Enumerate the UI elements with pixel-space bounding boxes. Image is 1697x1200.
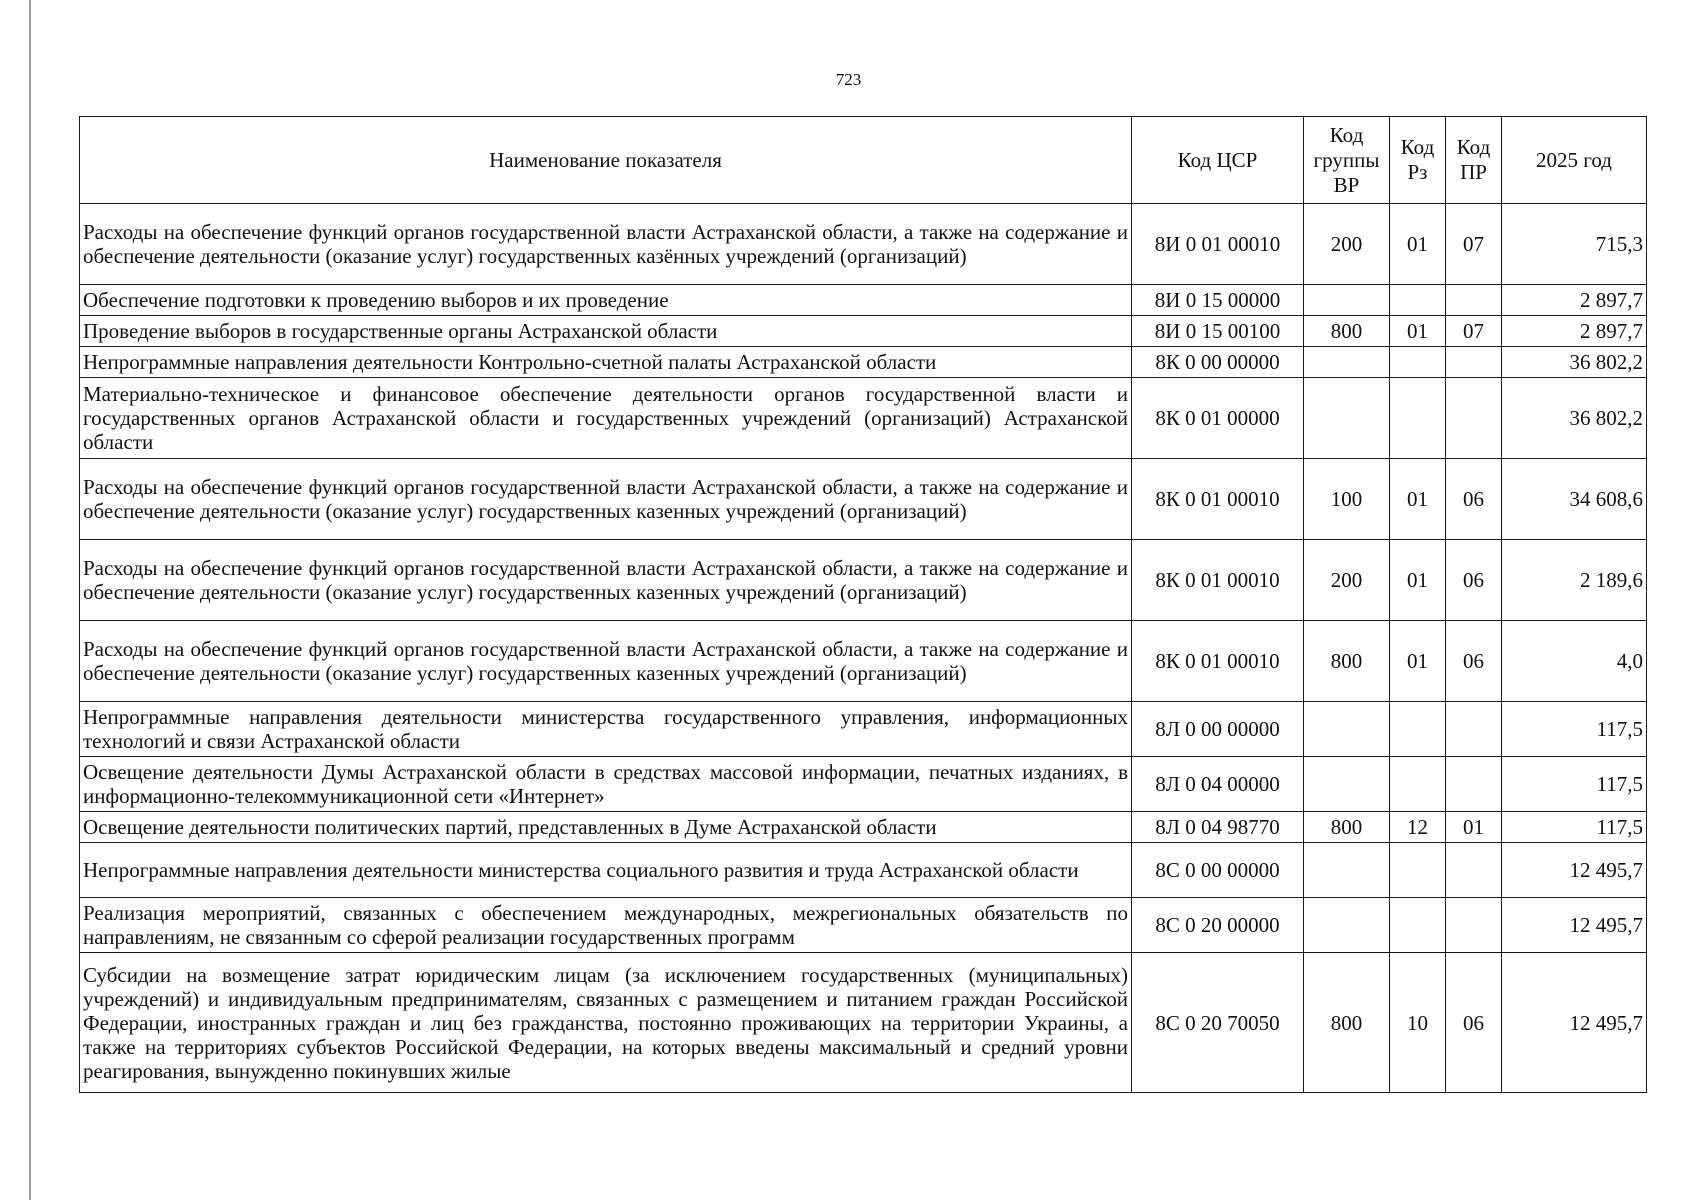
header-vr: Код группы ВР: [1304, 117, 1390, 204]
row-pr: [1446, 898, 1502, 953]
row-amount: 117,5: [1502, 757, 1647, 812]
row-vr: [1304, 378, 1390, 459]
row-csr: 8Л 0 04 98770: [1132, 812, 1304, 843]
row-pr: 06: [1446, 540, 1502, 621]
row-vr: 800: [1304, 621, 1390, 702]
row-rz: [1390, 347, 1446, 378]
row-name: Реализация мероприятий, связанных с обеспечением международных, межрегиональных обязательств по направлениям, не связанным со сферой реализации государственных программ: [80, 898, 1132, 953]
row-csr: 8К 0 01 00010: [1132, 621, 1304, 702]
row-pr: [1446, 285, 1502, 316]
row-amount: 117,5: [1502, 812, 1647, 843]
table-header-row: [80, 117, 1647, 204]
table-row: [80, 898, 1647, 953]
row-csr: 8С 0 00 00000: [1132, 843, 1304, 898]
table-row: [80, 459, 1647, 540]
row-amount: 12 495,7: [1502, 953, 1647, 1093]
row-pr: [1446, 702, 1502, 757]
row-pr: [1446, 347, 1502, 378]
row-csr: 8К 0 00 00000: [1132, 347, 1304, 378]
row-name: Субсидии на возмещение затрат юридическим лицам (за исключением государственных (муниципальных) учреждений) и индивидуальным предпринимателям, связанных с размещением и питанием граждан Российской Федерации, иностранных граждан и лиц без гражданства, постоянно проживающих на территории Украины, а также на территориях субъектов Российской Федерации, на которых введены максимальный и средний уровни реагирования, вынужденно покинувших жилые: [83, 962, 1128, 1083]
row-name: Расходы на обеспечение функций органов государственной власти Астраханской области, а также на содержание и обеспечение деятельности (оказание услуг) государственных казенных учреждений (организаций): [80, 459, 1132, 540]
row-amount: 36 802,2: [1502, 347, 1647, 378]
table-row: [80, 843, 1647, 898]
row-name: Расходы на обеспечение функций органов государственной власти Астраханской области, а также на содержание и обеспечение деятельности (оказание услуг) государственных казённых учреждений (организаций): [80, 204, 1132, 285]
row-rz: [1390, 702, 1446, 757]
row-rz: 12: [1390, 812, 1446, 843]
scan-edge-line: [29, 0, 31, 1200]
row-pr: 07: [1446, 316, 1502, 347]
row-vr: 800: [1304, 953, 1390, 1093]
header-name: Наименование показателя: [80, 117, 1132, 204]
row-amount: 2 897,7: [1502, 285, 1647, 316]
row-csr: 8И 0 15 00100: [1132, 316, 1304, 347]
header-rz: Код Рз: [1390, 117, 1446, 204]
row-csr: 8Л 0 04 00000: [1132, 757, 1304, 812]
table-row: [80, 702, 1647, 757]
row-vr: 200: [1304, 540, 1390, 621]
table-row: [80, 621, 1647, 702]
table-row: [80, 285, 1647, 316]
table-row: [80, 953, 1647, 1093]
row-csr: 8С 0 20 00000: [1132, 898, 1304, 953]
row-name: Обеспечение подготовки к проведению выборов и их проведение: [80, 285, 1132, 316]
row-pr: [1446, 757, 1502, 812]
row-vr: 800: [1304, 316, 1390, 347]
row-csr: 8И 0 15 00000: [1132, 285, 1304, 316]
table-row: [80, 540, 1647, 621]
row-vr: [1304, 347, 1390, 378]
row-pr: [1446, 843, 1502, 898]
row-name: Непрограммные направления деятельности министерства социального развития и труда Астраханской области: [80, 843, 1132, 898]
table-row: [80, 812, 1647, 843]
row-rz: 01: [1390, 621, 1446, 702]
row-name: Проведение выборов в государственные органы Астраханской области: [80, 316, 1132, 347]
row-vr: 800: [1304, 812, 1390, 843]
row-amount: 2 897,7: [1502, 316, 1647, 347]
row-amount: 12 495,7: [1502, 898, 1647, 953]
row-name: Освещение деятельности политических партий, представленных в Думе Астраханской области: [80, 812, 1132, 843]
row-rz: [1390, 285, 1446, 316]
row-vr: 200: [1304, 204, 1390, 285]
row-rz: [1390, 898, 1446, 953]
row-csr: 8К 0 01 00010: [1132, 540, 1304, 621]
header-csr: Код ЦСР: [1132, 117, 1304, 204]
row-rz: 01: [1390, 459, 1446, 540]
row-amount: 12 495,7: [1502, 843, 1647, 898]
row-amount: 117,5: [1502, 702, 1647, 757]
row-name: Расходы на обеспечение функций органов государственной власти Астраханской области, а также на содержание и обеспечение деятельности (оказание услуг) государственных казенных учреждений (организаций): [80, 621, 1132, 702]
row-amount: 36 802,2: [1502, 378, 1647, 459]
row-pr: 07: [1446, 204, 1502, 285]
table-row: [80, 378, 1647, 459]
row-rz: [1390, 843, 1446, 898]
row-csr: 8И 0 01 00010: [1132, 204, 1304, 285]
row-name: Освещение деятельности Думы Астраханской области в средствах массовой информации, печатных изданиях, в информационно-телекоммуникационной сети «Интернет»: [80, 757, 1132, 812]
row-vr: [1304, 702, 1390, 757]
row-rz: 10: [1390, 953, 1446, 1093]
row-vr: 100: [1304, 459, 1390, 540]
row-amount: 2 189,6: [1502, 540, 1647, 621]
row-vr: [1304, 843, 1390, 898]
row-vr: [1304, 757, 1390, 812]
row-pr: 06: [1446, 459, 1502, 540]
row-pr: 06: [1446, 621, 1502, 702]
row-rz: [1390, 378, 1446, 459]
header-pr: Код ПР: [1446, 117, 1502, 204]
page-number: 723: [835, 70, 862, 89]
row-csr: 8К 0 01 00010: [1132, 459, 1304, 540]
row-csr: 8Л 0 00 00000: [1132, 702, 1304, 757]
row-pr: 01: [1446, 812, 1502, 843]
row-csr: 8С 0 20 70050: [1132, 953, 1304, 1093]
row-rz: [1390, 757, 1446, 812]
row-amount: 4,0: [1502, 621, 1647, 702]
row-amount: 34 608,6: [1502, 459, 1647, 540]
row-rz: 01: [1390, 204, 1446, 285]
table-row: [80, 204, 1647, 285]
table-row: [80, 347, 1647, 378]
row-pr: 06: [1446, 953, 1502, 1093]
row-csr: 8К 0 01 00000: [1132, 378, 1304, 459]
row-vr: [1304, 898, 1390, 953]
row-rz: 01: [1390, 540, 1446, 621]
budget-table: [79, 116, 1647, 1093]
row-pr: [1446, 378, 1502, 459]
row-amount: 715,3: [1502, 204, 1647, 285]
row-name: Непрограммные направления деятельности Контрольно-счетной палаты Астраханской области: [80, 347, 1132, 378]
table-row: [80, 316, 1647, 347]
header-year: 2025 год: [1502, 117, 1647, 204]
table-row: [80, 757, 1647, 812]
row-name: Материально-техническое и финансовое обеспечение деятельности органов государственной власти и государственных органов Астраханской области и государственных учреждений (организаций) Астраханской области: [80, 378, 1132, 459]
row-name: Непрограммные направления деятельности министерства государственного управления, информационных технологий и связи Астраханской области: [80, 702, 1132, 757]
row-rz: 01: [1390, 316, 1446, 347]
row-name-cell: [80, 953, 1132, 1093]
row-vr: [1304, 285, 1390, 316]
row-name: Расходы на обеспечение функций органов государственной власти Астраханской области, а также на содержание и обеспечение деятельности (оказание услуг) государственных казенных учреждений (организаций): [80, 540, 1132, 621]
